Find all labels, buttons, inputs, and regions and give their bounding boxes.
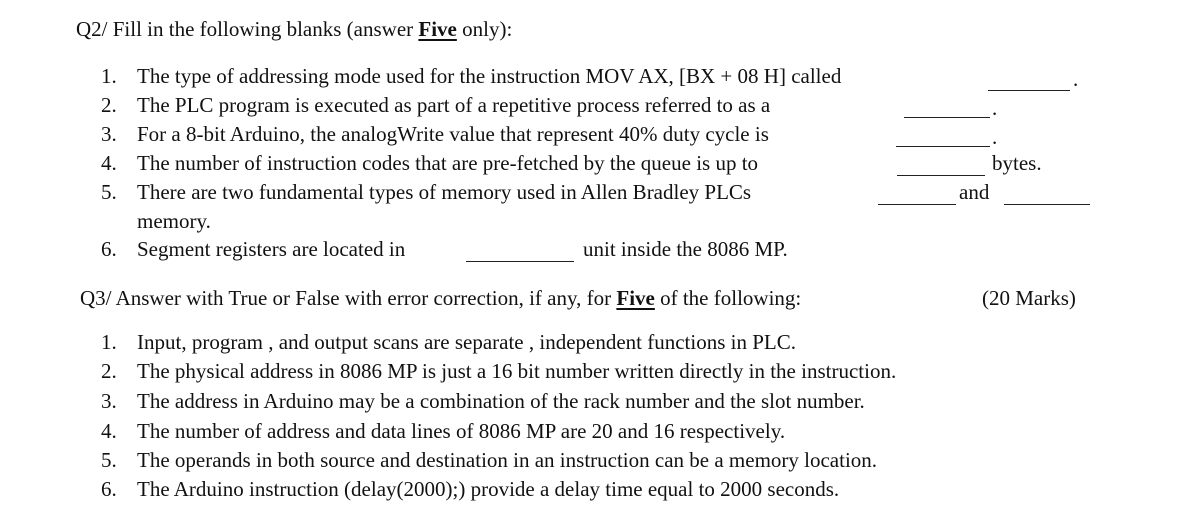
q3-item-6-text: The Arduino instruction (delay(2000);) provide a delay time equal to 2000 seconds.: [137, 477, 840, 501]
q2-item-1-text: The type of addressing mode used for the instruction MOV AX, [BX + 08 H] called: [137, 64, 842, 88]
q3-item-2-number: 2.: [101, 359, 117, 383]
q3-item-3-number: 3.: [101, 389, 117, 413]
q2-item-1-number: 1.: [101, 64, 117, 88]
q2-heading-text: Q2/ Fill in the following blanks (answer: [76, 17, 419, 41]
q2-item-5-text: There are two fundamental types of memory used in Allen Bradley PLCs: [137, 180, 752, 204]
q2-item-1-end: .: [1073, 67, 1079, 91]
q3-item-4-text: The number of address and data lines of 8086 MP are 20 and 16 respectively.: [137, 419, 786, 443]
q2-item-1-blank: [988, 90, 1070, 91]
q3-item-4-number: 4.: [101, 419, 117, 443]
q2-item-5-blank-2: [1004, 204, 1090, 205]
q2-item-3-text: For a 8-bit Arduino, the analogWrite value that represent 40% duty cycle is: [137, 122, 769, 146]
q2-item-6-text: Segment registers are located in: [137, 237, 406, 261]
q2-item-5-blank-1: [878, 204, 956, 205]
q2-item-2-number: 2.: [101, 93, 117, 117]
q3-heading: [80, 285, 801, 311]
q2-item-4-text: The number of instruction codes that are pre-fetched by the queue is up to: [137, 151, 759, 175]
q3-heading-tail: of the following:: [654, 286, 802, 310]
q2-item-6-number: 6.: [101, 237, 117, 261]
q2-heading: [76, 16, 512, 42]
q2-item-6-after: unit inside the 8086 MP.: [583, 237, 788, 261]
q2-item-5-number: 5.: [101, 180, 117, 204]
q3-heading-emphasis: Five: [616, 286, 655, 310]
q2-item-2-end: .: [992, 96, 998, 120]
q3-item-2-text: The physical address in 8086 MP is just a 16 bit number written directly in the instruction.: [137, 359, 897, 383]
q3-item-6-number: 6.: [101, 477, 117, 501]
q3-item-1-text: Input, program , and output scans are separate , independent functions in PLC.: [137, 330, 796, 354]
q3-item-1-number: 1.: [101, 330, 117, 354]
q2-item-3-blank: [896, 146, 990, 147]
q2-item-2-blank: [904, 117, 990, 118]
q3-heading-text: Q3/ Answer with True or False with error correction, if any, for: [80, 286, 617, 310]
q3-item-5-number: 5.: [101, 448, 117, 472]
q2-item-3-end: .: [992, 125, 998, 149]
q2-item-5-conjunction: and: [959, 180, 990, 204]
q2-item-5-continuation: memory.: [137, 209, 211, 233]
q3-item-3-text: The address in Arduino may be a combination of the rack number and the slot number.: [137, 389, 865, 413]
q2-item-4-unit: bytes.: [992, 151, 1042, 175]
q2-item-3-number: 3.: [101, 122, 117, 146]
q2-item-2-text: The PLC program is executed as part of a repetitive process referred to as a: [137, 93, 771, 117]
q2-heading-tail: only):: [456, 17, 513, 41]
q2-item-4-blank: [897, 175, 985, 176]
q2-heading-emphasis: Five: [418, 17, 457, 41]
q2-item-4-number: 4.: [101, 151, 117, 175]
q3-marks: (20 Marks): [982, 286, 1076, 310]
q3-item-5-text: The operands in both source and destination in an instruction can be a memory location.: [137, 448, 878, 472]
q2-item-6-blank: [466, 261, 574, 262]
